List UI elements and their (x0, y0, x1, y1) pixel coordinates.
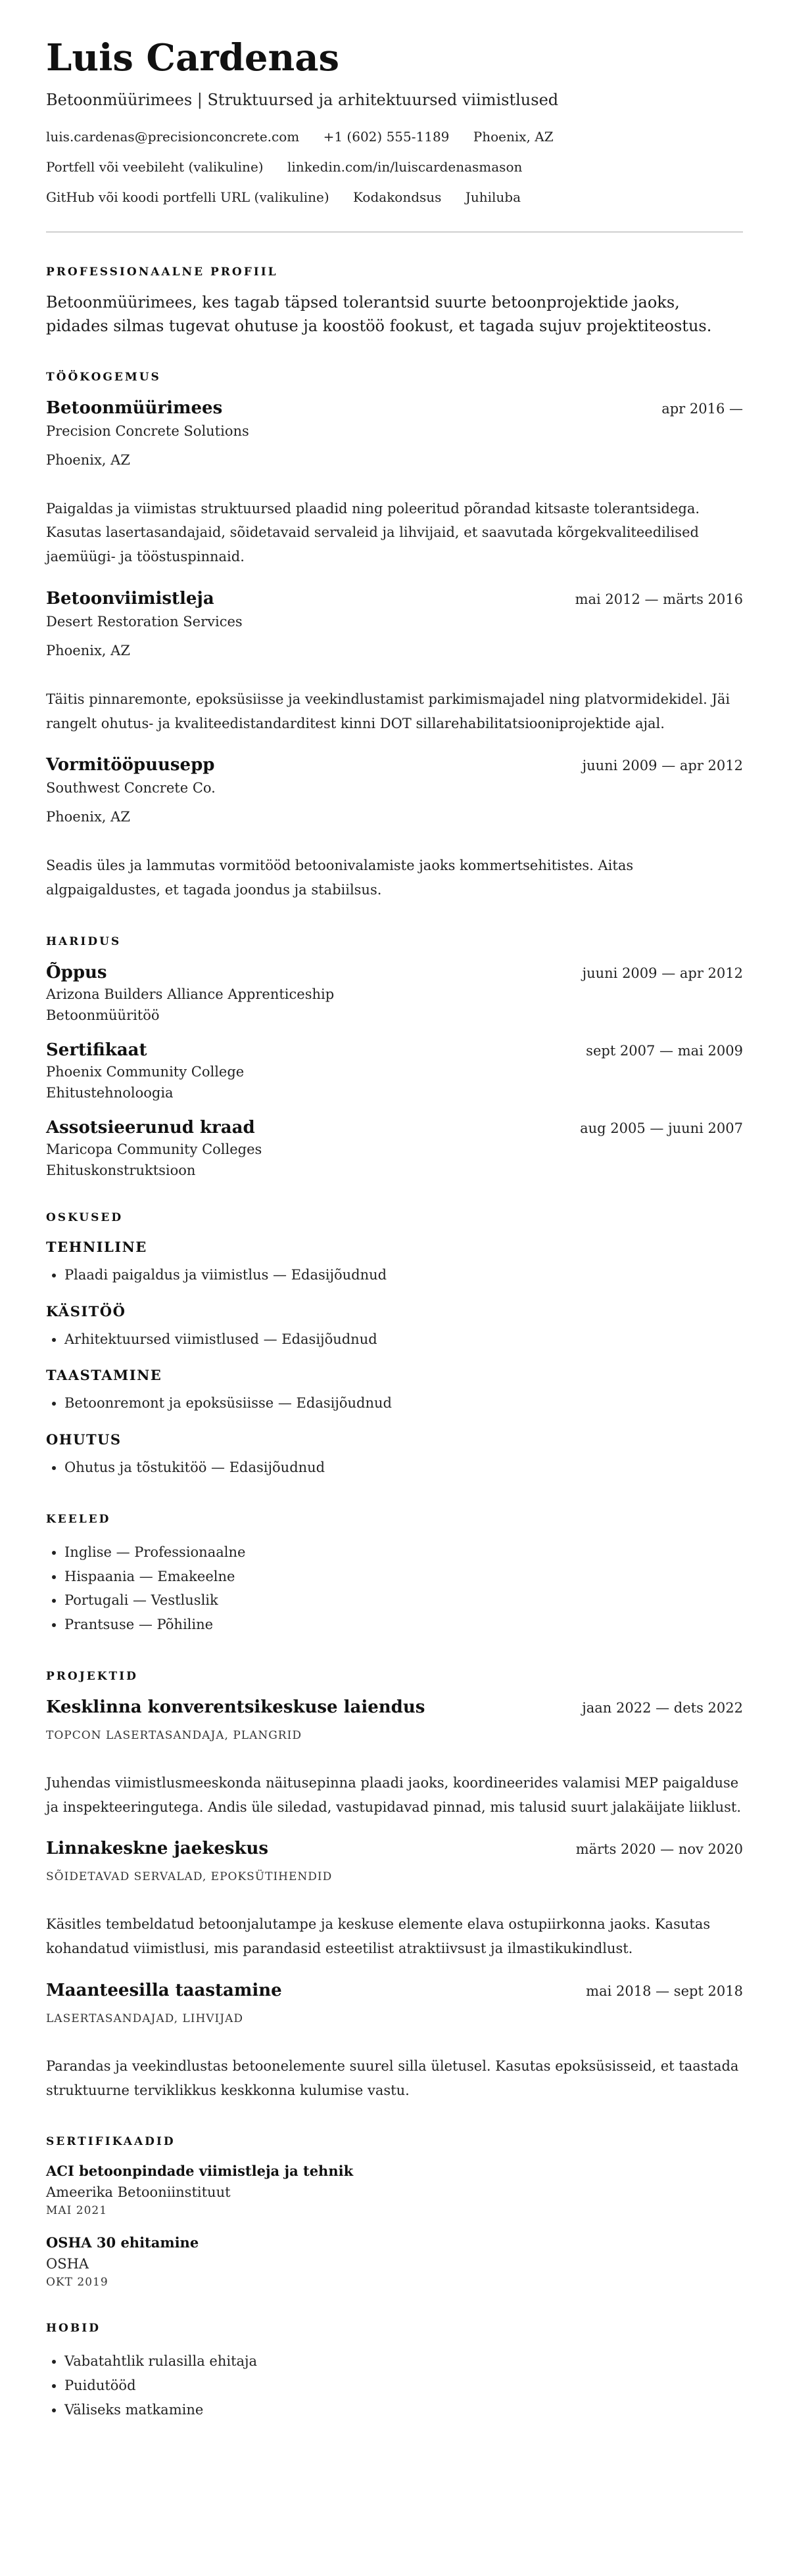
skill-item: • Plaadi paigaldus ja viimistlus — Edasijõudnud (64, 1263, 743, 1287)
section-title-education: HARIDUS (46, 934, 122, 948)
contact-github[interactable]: GitHub või koodi portfelli URL (valikuline) (46, 189, 329, 205)
certification-item (46, 2163, 743, 2217)
project-tools: LASERTASANDAJAD, LIHVIJAD (46, 2012, 243, 2025)
contact-row-extra (46, 189, 743, 205)
skill-group (46, 1367, 743, 1415)
education-school: Arizona Builders Alliance Apprenticeship (46, 986, 335, 1002)
certifications-section (46, 2135, 743, 2289)
project-name: Maanteesilla taastamine (46, 1980, 282, 2000)
project-description: Parandas ja veekindlustas betoonelemente suurel silla ületusel. Kasutas epoksüsisseid, et taastada struktuurne terviklikkus keskkonna kulumise vastu. (46, 2058, 739, 2098)
project-name: Linnakeskne jaekeskus (46, 1839, 269, 1859)
education-field: Betoonmüüritöö (46, 1007, 160, 1023)
project-description: Juhendas viimistlusmeeskonda näitusepinna plaadi jaoks, koordineerides valamisi MEP paigalduse ja inspekteeringutega. Andis üle siledad, vastupidavad pinnad, mis talusid suurt jalakäijate liiklust. (46, 1774, 742, 1815)
contact-phone[interactable]: +1 (602) 555-1189 (323, 128, 450, 145)
skill-item: • Betoonremont ja epoksüsiisse — Edasijõudnud (64, 1391, 743, 1415)
hobby-list (46, 2349, 743, 2422)
education-field: Ehituskonstruktsioon (46, 1162, 196, 1178)
contact-citizenship: Kodakondsus (353, 189, 442, 205)
skill-list (46, 1327, 743, 1352)
section-title-hobbies: HOBID (46, 2322, 101, 2335)
experience-section (46, 371, 743, 902)
contact-portfolio[interactable]: Portfell või veebileht (valikuline) (46, 158, 264, 175)
certification-name: OSHA 30 ehitamine (46, 2234, 199, 2251)
contact-row-links (46, 159, 743, 175)
project-date: jaan 2022 — dets 2022 (582, 1699, 743, 1716)
skill-list (46, 1456, 743, 1480)
job-title: Vormitööpuusepp (46, 755, 215, 775)
education-date: aug 2005 — juuni 2007 (580, 1120, 743, 1136)
skill-item: • Ohutus ja tõstukitöö — Edasijõudnud (64, 1456, 743, 1480)
job-location: Phoenix, AZ (46, 642, 130, 658)
skill-list (46, 1391, 743, 1415)
job-location: Phoenix, AZ (46, 451, 130, 468)
skill-group-title: KÄSITÖÖ (46, 1302, 126, 1320)
section-title-experience: TÖÖKOGEMUS (46, 370, 161, 384)
section-title-skills: OSKUSED (46, 1210, 124, 1224)
hobbies-section (46, 2322, 743, 2422)
education-school: Phoenix Community College (46, 1063, 245, 1080)
contact-email[interactable]: luis.cardenas@precisionconcrete.com (46, 128, 300, 145)
job-date: mai 2012 — märts 2016 (575, 591, 743, 607)
education-section (46, 935, 743, 1178)
project-tools: SÕIDETAVAD SERVALAD, EPOKSÜTIHENDID (46, 1870, 333, 1884)
candidate-subtitle: Betoonmüürimees | Struktuursed ja arhitektuursed viimistlused (46, 90, 559, 109)
skills-section (46, 1211, 743, 1480)
hobby-item: • Puidutööd (64, 2374, 743, 2398)
job-title: Betoonmüürimees (46, 398, 223, 418)
language-item: • Inglise — Professionaalne (64, 1540, 743, 1565)
experience-item (46, 398, 743, 569)
candidate-name: Luis Cardenas (46, 36, 340, 80)
contact-location: Phoenix, AZ (473, 128, 554, 145)
resume-header (46, 38, 743, 233)
project-item (46, 1839, 743, 1961)
project-item (46, 1697, 743, 1820)
job-description: Täitis pinnaremonte, epoksüsiisse ja veekindlustamist parkimismajadel ning platvormidekidel. Jäi rangelt ohutus- ja kvaliteedistandarditest kinni DOT sillarehabilitatsiooniprojektide ajal. (46, 691, 730, 731)
job-description: Seadis üles ja lammutas vormitööd betoonivalamiste jaoks kommertsehitistes. Aitas algpaigaldustes, et tagada joondus ja stabiilsus. (46, 858, 634, 898)
languages-section (46, 1513, 743, 1637)
section-title-certifications: SERTIFIKAADID (46, 2135, 176, 2149)
skill-item: • Arhitektuursed viimistlused — Edasijõudnud (64, 1327, 743, 1352)
skill-group-title: OHUTUS (46, 1431, 122, 1448)
contact-license: Juhiluba (465, 189, 521, 205)
education-item (46, 1118, 743, 1178)
job-company: Southwest Concrete Co. (46, 780, 216, 796)
project-item (46, 1981, 743, 2103)
certification-date: MAI 2021 (46, 2204, 108, 2218)
job-location: Phoenix, AZ (46, 809, 130, 825)
education-item (46, 963, 743, 1023)
projects-section (46, 1670, 743, 2103)
experience-item (46, 589, 743, 736)
project-date: märts 2020 — nov 2020 (575, 1841, 743, 1858)
certification-issuer: Ameerika Betooniinstituut (46, 2184, 231, 2201)
education-field: Ehitustehnoloogia (46, 1084, 174, 1101)
skill-group (46, 1303, 743, 1352)
job-date: juuni 2009 — apr 2012 (582, 758, 743, 774)
certification-item (46, 2234, 743, 2289)
language-item: • Hispaania — Emakeelne (64, 1565, 743, 1589)
job-date: apr 2016 — (661, 400, 743, 417)
job-description: Paigaldas ja viimistas struktuursed plaadid ning poleeritud põrandad kitsaste tolerantsidega. Kasutas lasertasandajaid, sõidetavaid servaleid ja lihvijaid, et saavutada kõrgekvaliteedilised jaemüügi- ja tööstuspinnaid. (46, 500, 700, 565)
section-title-projects: PROJEKTID (46, 1669, 138, 1683)
hobby-item: • Vabatahtlik rulasilla ehitaja (64, 2349, 743, 2374)
language-item: • Prantsuse — Põhiline (64, 1613, 743, 1637)
skill-list (46, 1263, 743, 1287)
education-degree: Sertifikaat (46, 1040, 147, 1060)
section-title-profile: PROFESSIONAALNE PROFIIL (46, 265, 278, 279)
profile-section (46, 265, 743, 338)
project-date: mai 2018 — sept 2018 (586, 1983, 743, 1999)
project-description: Käsitles tembeldatud betoonjalutampe ja keskuse elemente elava ostupiirkonna jaoks. Kasutas kohandatud viimistlusi, mis parandasid esteetilist atraktiivsust ja ilmastikukindlust. (46, 1916, 711, 1957)
project-name: Kesklinna konverentsikeskuse laiendus (46, 1697, 425, 1717)
job-company: Desert Restoration Services (46, 613, 243, 630)
profile-summary: Betoonmüürimees, kes tagab täpsed tolerantsid suurte betoonprojektide jaoks, pidades silmas tugevat ohutuse ja koostöö fookust, et tagada sujuv projektiteostus. (46, 292, 712, 335)
language-list (46, 1540, 743, 1637)
language-item: • Portugali — Vestluslik (64, 1588, 743, 1613)
contact-linkedin[interactable]: linkedin.com/in/luiscardenasmason (287, 158, 523, 175)
header-divider (46, 231, 743, 233)
skill-group-title: TAASTAMINE (46, 1367, 162, 1384)
section-title-languages: KEELED (46, 1512, 111, 1526)
certification-date: OKT 2019 (46, 2276, 108, 2289)
education-date: juuni 2009 — apr 2012 (582, 965, 743, 981)
job-title: Betoonviimistleja (46, 588, 214, 609)
contact-row-primary (46, 129, 743, 145)
project-tools: TOPCON LASERTASANDAJA, PLANGRID (46, 1728, 302, 1742)
skill-group-title: TEHNILINE (46, 1238, 147, 1255)
education-date: sept 2007 — mai 2009 (586, 1042, 743, 1059)
skill-group (46, 1239, 743, 1287)
education-item (46, 1040, 743, 1101)
certification-issuer: OSHA (46, 2256, 89, 2272)
experience-item (46, 755, 743, 902)
certification-name: ACI betoonpindade viimistleja ja tehnik (46, 2163, 354, 2180)
education-degree: Õppus (46, 962, 107, 982)
skill-group (46, 1431, 743, 1480)
job-company: Precision Concrete Solutions (46, 423, 249, 439)
education-school: Maricopa Community Colleges (46, 1141, 262, 1157)
hobby-item: • Väliseks matkamine (64, 2398, 743, 2422)
education-degree: Assotsieerunud kraad (46, 1117, 255, 1138)
